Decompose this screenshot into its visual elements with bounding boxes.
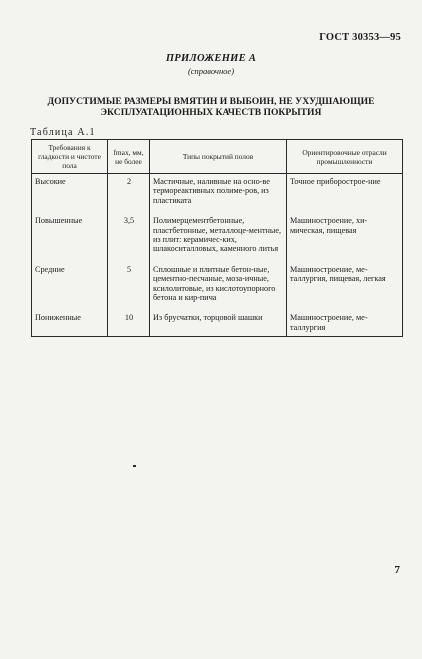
cell-fmax: 2	[108, 174, 150, 214]
table-row	[32, 213, 403, 262]
table-row	[32, 310, 403, 336]
scan-speck	[133, 465, 136, 467]
table-row	[32, 262, 403, 311]
cell-requirement: Высокие	[32, 174, 108, 214]
appendix-subtitle: (справочное)	[187, 66, 235, 76]
cell-industry: Машиностроение, ме-таллургия, пищевая, легкая	[287, 262, 403, 311]
header-requirement: Требования к гладкости и чистоте пола	[32, 140, 108, 174]
cell-floor-types: Сплошные и плитные бетон-ные, цементно-песчаные, моза-ичные, ксилолитовые, из кислотоупорного бетона и кир-пича	[150, 262, 287, 311]
main-title	[20, 96, 402, 118]
cell-fmax: 3,5	[108, 213, 150, 262]
defects-table	[31, 139, 403, 337]
cell-floor-types: Из брусчатки, торцовой шашки	[150, 310, 287, 336]
cell-fmax: 10	[108, 310, 150, 336]
main-title-line-2: ЭКСПЛУАТАЦИОННЫХ КАЧЕСТВ ПОКРЫТИЯ	[100, 107, 322, 118]
cell-requirement: Средние	[32, 262, 108, 311]
table-label: Таблица А.1	[30, 127, 96, 138]
cell-industry: Машиностроение, ме-таллургия	[287, 310, 403, 336]
header-floor-types: Типы покрытий полов	[150, 140, 287, 174]
cell-industry: Машиностроение, хи-мическая, пищевая	[287, 213, 403, 262]
cell-requirement: Пониженные	[32, 310, 108, 336]
header-fmax: fmax, мм, не более	[108, 140, 150, 174]
table-header-row	[32, 140, 403, 174]
appendix-title: ПРИЛОЖЕНИЕ А	[165, 53, 257, 64]
cell-fmax: 5	[108, 262, 150, 311]
cell-floor-types: Полимерцементбетонные, пластбетонные, металлоце-ментные, из плит: керамичес-ких, шлакоситалловых, каменного литья	[150, 213, 287, 262]
header-industry: Ориентировочные отрасли промышленности	[287, 140, 403, 174]
table-row	[32, 174, 403, 214]
document-code: ГОСТ 30353—95	[319, 32, 401, 43]
cell-floor-types: Мастичные, наливные на осно-ве термореактивных полиме-ров, из пластиката	[150, 174, 287, 214]
cell-requirement: Повышенные	[32, 213, 108, 262]
main-title-line-1: ДОПУСТИМЫЕ РАЗМЕРЫ ВМЯТИН И ВЫБОИН, НЕ УХУДШАЮЩИЕ	[47, 96, 375, 107]
cell-industry: Точное приборострое-ние	[287, 174, 403, 214]
page-number: 7	[394, 564, 400, 576]
